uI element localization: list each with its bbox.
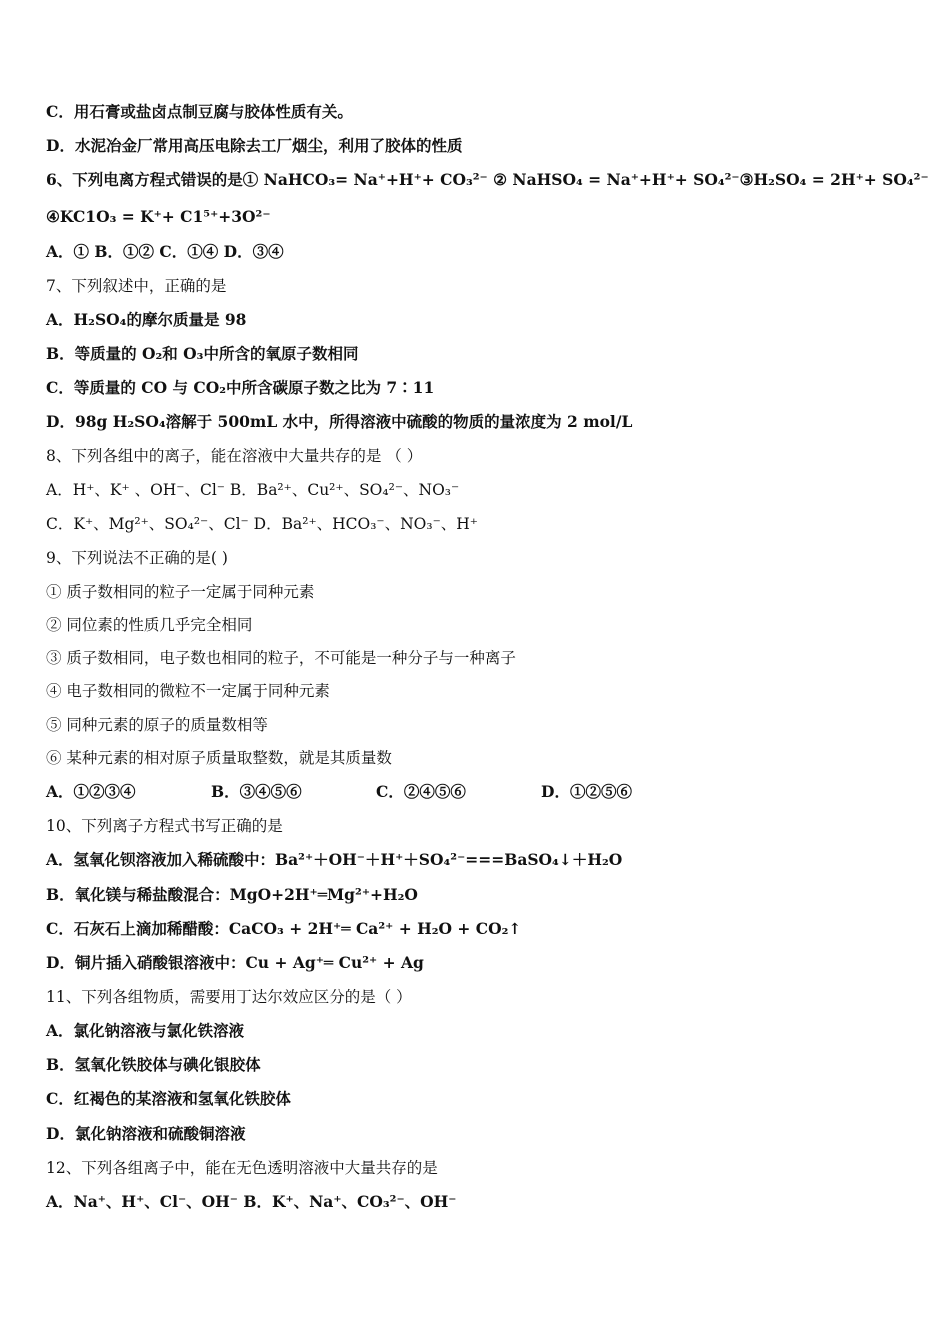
q10-option-c: C．石灰石上滴加稀醋酸：CaCO₃ + 2H⁺═ Ca²⁺ + H₂O + CO₂↑: [46, 919, 522, 938]
q11-option-a: A．氯化钠溶液与氯化铁溶液: [46, 1021, 245, 1040]
q9-statement-2: ② 同位素的性质几乎完全相同: [46, 616, 253, 634]
q9-option-a: A．①②③④: [46, 782, 136, 801]
q12-stem: 12、下列各组离子中，能在无色透明溶液中大量共存的是: [46, 1159, 438, 1177]
q9-statement-6: ⑥ 某种元素的相对原子质量取整数，就是其质量数: [46, 749, 392, 767]
q10-stem: 10、下列离子方程式书写正确的是: [46, 817, 283, 835]
q5-option-d: D．水泥冶金厂常用高压电除去工厂烟尘，利用了胶体的性质: [46, 136, 463, 155]
q5-option-c: C．用石膏或盐卤点制豆腐与胶体性质有关。: [46, 102, 353, 121]
q9-option-d: D．①②⑤⑥: [541, 782, 632, 801]
q9-option-b: B．③④⑤⑥: [211, 782, 302, 801]
q7-option-c: C．等质量的 CO 与 CO₂中所含碳原子数之比为 7∶11: [46, 378, 435, 397]
q10-option-b: B．氧化镁与稀盐酸混合：MgO+2H⁺═Mg²⁺+H₂O: [46, 885, 418, 904]
q8-options-cd: C．K⁺、Mg²⁺、SO₄²⁻、Cl⁻ D．Ba²⁺、HCO₃⁻、NO₃⁻、H⁺: [46, 515, 478, 533]
q11-option-c: C．红褐色的某溶液和氢氧化铁胶体: [46, 1089, 291, 1108]
q7-option-b: B．等质量的 O₂和 O₃中所含的氧原子数相同: [46, 344, 359, 363]
q9-statement-5: ⑤ 同种元素的原子的质量数相等: [46, 716, 268, 734]
q8-stem: 8、下列各组中的离子，能在溶液中大量共存的是 （ ）: [46, 447, 423, 465]
q10-option-d: D．铜片插入硝酸银溶液中：Cu + Ag⁺═ Cu²⁺ + Ag: [46, 953, 424, 972]
q7-stem: 7、下列叙述中，正确的是: [46, 277, 227, 295]
q9-options: [46, 782, 926, 802]
q9-statement-3: ③ 质子数相同，电子数也相同的粒子，不可能是一种分子与一种离子: [46, 649, 516, 667]
q11-option-b: B．氢氧化铁胶体与碘化银胶体: [46, 1055, 261, 1074]
q6-options: A．① B．①② C．①④ D．③④: [46, 242, 284, 261]
q11-stem: 11、下列各组物质，需要用丁达尔效应区分的是（ ）: [46, 988, 412, 1006]
q10-option-a: A．氢氧化钡溶液加入稀硫酸中：Ba²⁺＋OH⁻＋H⁺＋SO₄²⁻===BaSO₄↓＋H₂O: [46, 850, 623, 869]
q9-stem: 9、下列说法不正确的是( ): [46, 549, 228, 567]
q7-option-a: A．H₂SO₄的摩尔质量是 98: [46, 310, 247, 329]
q9-statement-4: ④ 电子数相同的微粒不一定属于同种元素: [46, 682, 330, 700]
q6-stem-cont: ④KC1O₃ = K⁺+ C1⁵⁺+3O²⁻: [46, 207, 271, 226]
q12-options-ab: A．Na⁺、H⁺、Cl⁻、OH⁻ B．K⁺、Na⁺、CO₃²⁻、OH⁻: [46, 1192, 457, 1211]
q9-option-c: C．②④⑤⑥: [376, 782, 466, 801]
q9-statement-1: ① 质子数相同的粒子一定属于同种元素: [46, 583, 315, 601]
q6-stem: 6、下列电离方程式错误的是① NaHCO₃= Na⁺+H⁺+ CO₃²⁻ ② NaHSO₄ = Na⁺+H⁺+ SO₄²⁻③H₂SO₄ = 2H⁺+ SO₄²⁻: [46, 170, 929, 189]
q8-options-ab: A．H⁺、K⁺ 、OH⁻、Cl⁻ B．Ba²⁺、Cu²⁺、SO₄²⁻、NO₃⁻: [46, 481, 460, 499]
q11-option-d: D．氯化钠溶液和硫酸铜溶液: [46, 1124, 246, 1143]
q7-option-d: D．98g H₂SO₄溶解于 500mL 水中，所得溶液中硫酸的物质的量浓度为 2 mol/L: [46, 412, 633, 431]
